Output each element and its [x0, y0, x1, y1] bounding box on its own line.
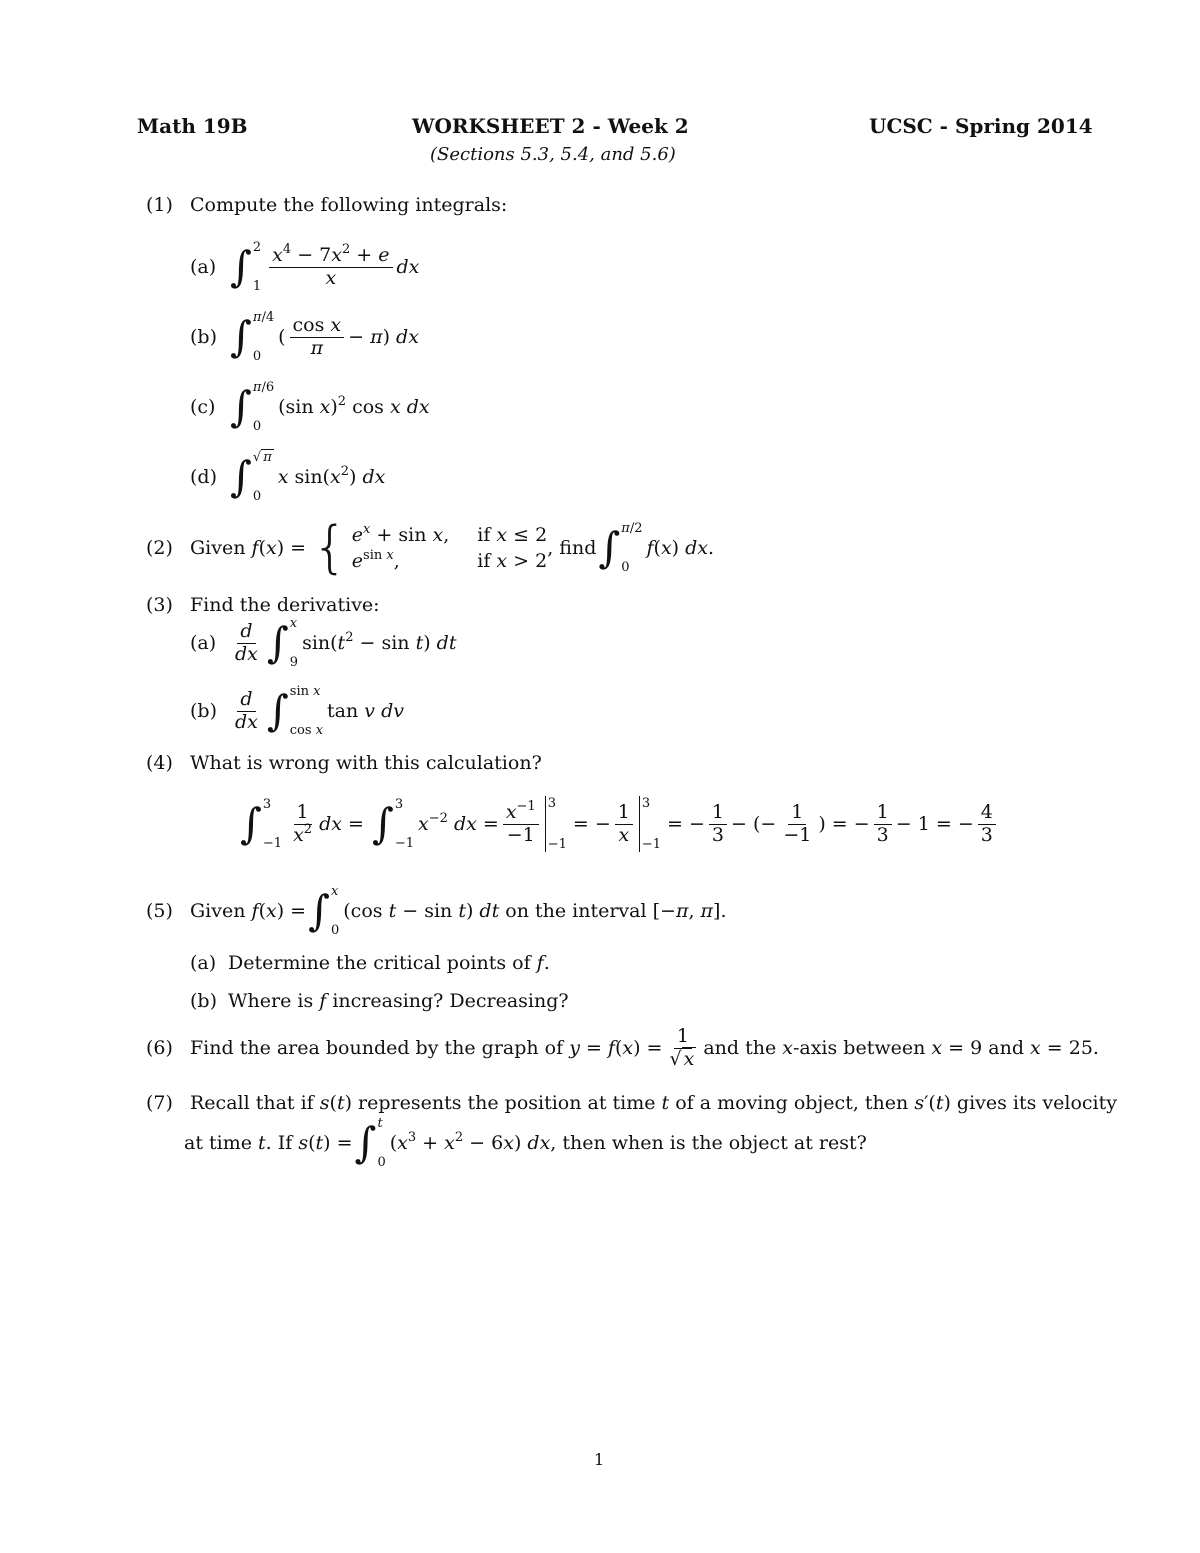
- problem-5-given: Given: [190, 900, 246, 922]
- problem-7-text-5: at time: [184, 1132, 252, 1154]
- problem-4-calculation: ∫ 3 −1 $\frac{1}{x^2}$ dx = ∫ 3 −1 $x^{-2}$ dx = $\frac{x^{-1}}{-1}$ 3 −1 = − $\frac{1}{x}$ 3 −1 = − $\frac{1}{3}$ − (− $\frac{1}{-1}$ ) = − $\frac{1}{3}$ − 1 = − $\frac{4}{3}$: [238, 796, 1000, 852]
- problem-5a-text: Determine the critical points of: [228, 952, 531, 974]
- integral-sign: ∫ x 9: [266, 616, 299, 670]
- problem-1d: (d) ∫ √ π 0 x $\sin(x^2)$ dx: [190, 450, 386, 504]
- problem-1b: (b) ∫ π/4 0 ( $\frac{\text{cos x}}{\pi}$ − π) dx: [190, 310, 419, 364]
- page-number: 1: [594, 1450, 605, 1469]
- integral-sign: ∫ sin x cos x: [266, 684, 324, 738]
- problem-1d-label: (d): [190, 466, 217, 488]
- problem-7: (7) Recall that if s(t) represents the position at time t of a moving object, then s′(t) gives its velocity: [146, 1092, 1117, 1114]
- problem-3b: (b) $\frac{d}{dx}$ ∫ sin x cos x tan v dv: [190, 684, 404, 738]
- problem-5-interval-text: on the interval: [505, 900, 647, 922]
- problem-7-text-3: of a moving object, then: [675, 1092, 909, 1114]
- problem-6: (6) Find the area bounded by the graph of y = f(x) = $\frac{1}{√ x}$ and the x -axis between x = 9 and x = 25.: [146, 1025, 1099, 1070]
- problem-2: (2) Given f(x) = { $e^x + \sin x$, if x ≤ 2 $e^{sin x}$, if x > 2 , find ∫ π/2 0 f(x) dx.: [146, 515, 715, 580]
- problem-6-text-2: and the: [703, 1037, 777, 1060]
- problem-5-number: (5): [146, 900, 173, 922]
- problem-1a-label: (a): [190, 256, 217, 278]
- problem-1a: (a) ∫ 2 1 $\frac{x^4 - 7x^2 + e}{x}$ dx: [190, 240, 420, 294]
- problem-2-find: , find: [547, 537, 597, 559]
- problem-7-text-2: represents the position at time: [358, 1092, 656, 1114]
- integral-sign: ∫ π/2 0: [598, 521, 643, 575]
- problem-7-text-4: gives its velocity: [956, 1092, 1117, 1114]
- worksheet-title: WORKSHEET 2 - Week 2: [412, 114, 689, 138]
- problem-7-text-7: , then when is the object at rest?: [550, 1132, 867, 1154]
- problem-2-number: (2): [146, 537, 173, 559]
- problem-1b-fraction: $\frac{\text{cos x}}{\pi}$: [290, 315, 345, 360]
- term-label: UCSC - Spring 2014: [869, 114, 1093, 138]
- integral-sign: ∫ t 0: [354, 1116, 386, 1170]
- problem-5b-text-1: Where is: [228, 990, 314, 1012]
- integral-sign: ∫ π/4 0: [230, 310, 275, 364]
- problem-7-line-2: at time t . If s(t) = ∫ t 0 $(x^3 + x^2 - 6x)$ dx , then when is the object at rest?: [184, 1116, 867, 1170]
- case-brace: {: [312, 515, 348, 580]
- problem-3a: (a) $\frac{d}{dx}$ ∫ x 9 $\sin(t^2 - \sin t)$ dt: [190, 616, 457, 670]
- problem-1b-label: (b): [190, 326, 217, 348]
- problem-3-text: Find the derivative:: [190, 594, 380, 616]
- problem-6-number: (6): [146, 1037, 173, 1060]
- problem-1-number: (1): [146, 194, 173, 216]
- problem-4-number: (4): [146, 752, 173, 774]
- problem-4-text: What is wrong with this calculation?: [190, 752, 542, 774]
- problem-5: (5) Given f(x) = ∫ x 0 (cos t − sin t) dt on the interval [−π, π].: [146, 884, 727, 938]
- integral-sign: ∫ 2 1: [230, 240, 262, 294]
- problem-5b-label: (b): [190, 990, 217, 1012]
- problem-6-text-4: and: [988, 1037, 1024, 1060]
- problem-2-given: Given: [190, 537, 246, 559]
- problem-7-text-6: . If: [265, 1132, 293, 1154]
- problem-3b-label: (b): [190, 700, 217, 722]
- problem-5a-label: (a): [190, 952, 217, 974]
- problem-1-text: Compute the following integrals:: [190, 194, 508, 216]
- integral-sign: ∫ π/6 0: [230, 380, 275, 434]
- problem-1c: (c) ∫ π/6 0 (sin x)$^2$ cos x dx: [190, 380, 430, 434]
- course-label: Math 19B: [137, 114, 248, 138]
- problem-5b: (b) Where is f increasing? Decreasing?: [190, 990, 569, 1012]
- integral-sign: ∫ √ π 0: [230, 450, 272, 504]
- piecewise-cases: $e^x + \sin x$, if x ≤ 2 $e^{sin x}$, if x > 2: [351, 522, 548, 572]
- problem-6-text-1: Find the area bounded by the graph of: [190, 1037, 564, 1060]
- integral-sign: ∫ x 0: [308, 884, 340, 938]
- problem-3-number: (3): [146, 594, 173, 616]
- problem-7-number: (7): [146, 1092, 173, 1114]
- problem-1a-fraction: $\frac{x^4 - 7x^2 + e}{x}$: [269, 245, 392, 290]
- problem-1: [146, 194, 507, 216]
- sections-subtitle: (Sections 5.3, 5.4, and 5.6): [430, 144, 676, 165]
- problem-5b-text-2: increasing? Decreasing?: [332, 990, 569, 1012]
- problem-6-text-3: -axis between: [792, 1037, 926, 1060]
- problem-1c-label: (c): [190, 396, 216, 418]
- problem-3: [146, 594, 380, 616]
- problem-4: [146, 752, 542, 774]
- problem-3a-label: (a): [190, 632, 217, 654]
- problem-5a: (a) Determine the critical points of f.: [190, 952, 550, 974]
- problem-7-text-1: Recall that if: [190, 1092, 314, 1114]
